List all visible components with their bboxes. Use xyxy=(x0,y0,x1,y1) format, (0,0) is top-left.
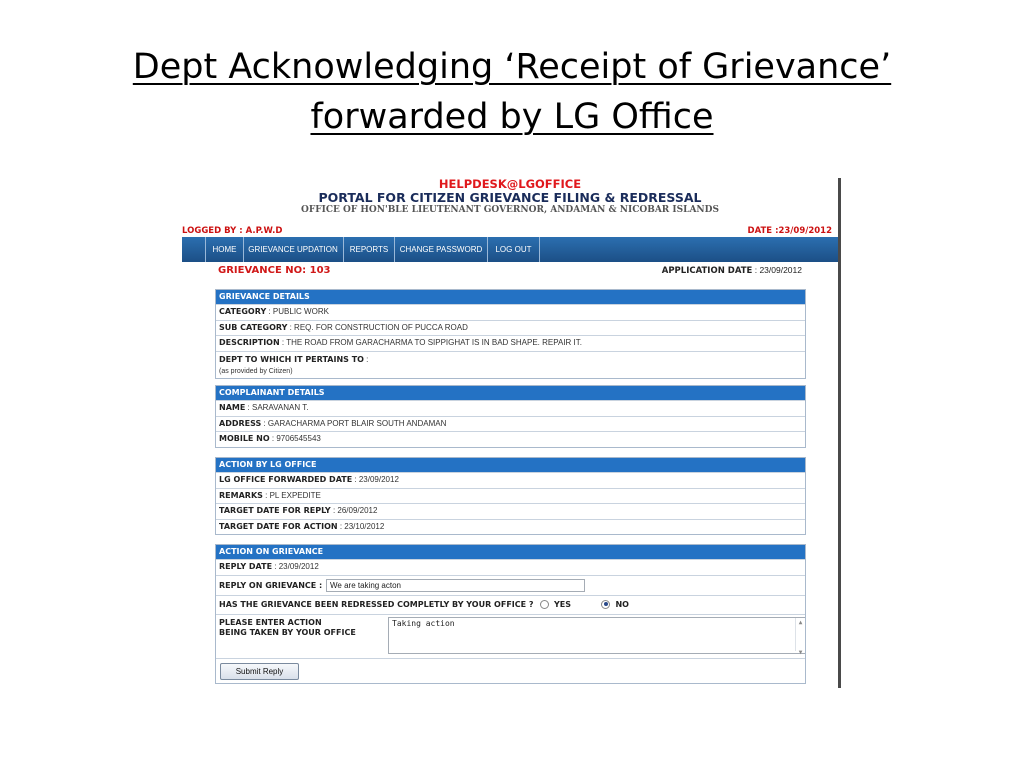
nav-reports[interactable]: REPORTS xyxy=(344,237,395,262)
redressed-question: HAS THE GRIEVANCE BEEN REDRESSED COMPLETLY BY YOUR OFFICE ? xyxy=(219,599,534,609)
action-label-line2: BEING TAKEN BY YOUR OFFICE xyxy=(219,627,356,637)
sub-category-value: : REQ. FOR CONSTRUCTION OF PUCCA ROAD xyxy=(287,322,468,332)
dept-note: (as provided by Citizen) xyxy=(219,367,293,375)
slide-title-line2: forwarded by LG Office xyxy=(310,97,714,137)
application-date-label: APPLICATION DATE xyxy=(661,266,753,276)
forwarded-date-row xyxy=(216,472,805,488)
nav-bar xyxy=(182,237,838,262)
target-action-value: : 23/10/2012 xyxy=(337,521,385,531)
target-reply-label: TARGET DATE FOR REPLY xyxy=(219,506,331,515)
category-row xyxy=(216,304,805,320)
logged-by: LOGGED BY : A.P.W.D xyxy=(182,226,283,236)
nav-home[interactable]: HOME xyxy=(205,237,244,262)
sub-category-row xyxy=(216,320,805,336)
description-label: DESCRIPTION xyxy=(219,338,280,347)
address-label: ADDRESS xyxy=(219,418,262,428)
reply-date-label: REPLY DATE xyxy=(219,562,273,571)
action-taken-row xyxy=(216,614,805,658)
submit-reply-button[interactable]: Submit Reply xyxy=(220,663,299,680)
portal-title: PORTAL FOR CITIZEN GRIEVANCE FILING & REDRESSAL xyxy=(318,190,702,205)
forwarded-date-label: LG OFFICE FORWARDED DATE xyxy=(219,475,353,484)
grievance-details-panel xyxy=(215,289,806,379)
complainant-details-panel xyxy=(215,385,806,448)
reply-row xyxy=(216,575,805,595)
redressed-row xyxy=(216,595,805,614)
grievance-number: GRIEVANCE NO: 103 xyxy=(218,265,331,276)
mobile-label: MOBILE NO xyxy=(219,434,270,443)
action-by-lg-panel xyxy=(215,457,806,535)
forwarded-date-value: : 23/09/2012 xyxy=(352,475,399,484)
no-label: NO xyxy=(615,599,629,609)
nav-change-password[interactable]: CHANGE PASSWORD xyxy=(395,237,488,262)
description-row xyxy=(216,335,805,351)
sub-category-label: SUB CATEGORY xyxy=(219,322,288,332)
address-row xyxy=(216,416,805,432)
no-radio[interactable] xyxy=(601,600,610,609)
action-label-line1: PLEASE ENTER ACTION xyxy=(219,617,322,627)
screenshot-right-border xyxy=(838,178,841,688)
action-textarea-value: Taking action xyxy=(392,618,455,628)
reply-input[interactable]: We are taking acton xyxy=(326,579,585,592)
submit-row xyxy=(216,658,805,683)
mobile-row xyxy=(216,431,805,447)
mobile-value: : 9706545543 xyxy=(269,434,321,443)
category-value: : PUBLIC WORK xyxy=(266,307,329,316)
textarea-scrollbar[interactable]: ▲ ▼ xyxy=(795,618,805,651)
nav-grievance-updation[interactable]: GRIEVANCE UPDATION xyxy=(243,237,344,262)
slide-title-line1: Dept Acknowledging ‘Receipt of Grievance’ xyxy=(132,47,892,87)
reply-date-row xyxy=(216,559,805,575)
action-textarea[interactable] xyxy=(388,617,805,654)
remarks-row xyxy=(216,488,805,504)
yes-label: YES xyxy=(553,599,572,609)
name-label: NAME xyxy=(219,403,246,412)
reply-label: REPLY ON GRIEVANCE : xyxy=(219,580,323,590)
target-action-label: TARGET DATE FOR ACTION xyxy=(219,521,338,531)
office-subtitle: OFFICE OF HON'BLE LIEUTENANT GOVERNOR, ANDAMAN & NICOBAR ISLANDS xyxy=(301,205,719,215)
dept-label: DEPT TO WHICH IT PERTAINS TO xyxy=(219,354,364,364)
name-value: : SARAVANAN T. xyxy=(245,403,309,412)
application-date-value: : 23/09/2012 xyxy=(752,265,802,275)
nav-log-out[interactable]: LOG OUT xyxy=(488,237,540,262)
grievance-details-header: GRIEVANCE DETAILS xyxy=(216,290,805,304)
remarks-value: : PL EXPEDITE xyxy=(262,490,321,500)
target-reply-row xyxy=(216,503,805,519)
category-label: CATEGORY xyxy=(219,307,267,316)
dept-value: : xyxy=(363,354,369,364)
application-date xyxy=(662,265,802,276)
action-on-grievance-panel xyxy=(215,544,806,684)
remarks-label: REMARKS xyxy=(219,490,263,500)
address-value: : GARACHARMA PORT BLAIR SOUTH ANDAMAN xyxy=(261,418,447,428)
yes-radio[interactable] xyxy=(540,600,549,609)
reply-date-value: : 23/09/2012 xyxy=(272,562,319,571)
helpdesk-heading: HELPDESK@LGOFFICE xyxy=(438,177,582,191)
action-on-grievance-header: ACTION ON GRIEVANCE xyxy=(216,545,805,559)
header-date: DATE :23/09/2012 xyxy=(747,226,832,236)
action-by-lg-header: ACTION BY LG OFFICE xyxy=(216,458,805,472)
target-reply-value: : 26/09/2012 xyxy=(330,506,378,515)
portal-screenshot xyxy=(182,175,838,687)
dept-row xyxy=(216,351,805,378)
description-value: : THE ROAD FROM GARACHARMA TO SIPPIGHAT IS IN BAD SHAPE. REPAIR IT. xyxy=(279,338,582,347)
name-row xyxy=(216,400,805,416)
slide-title xyxy=(0,42,1024,142)
complainant-details-header: COMPLAINANT DETAILS xyxy=(216,386,805,400)
target-action-row xyxy=(216,519,805,535)
